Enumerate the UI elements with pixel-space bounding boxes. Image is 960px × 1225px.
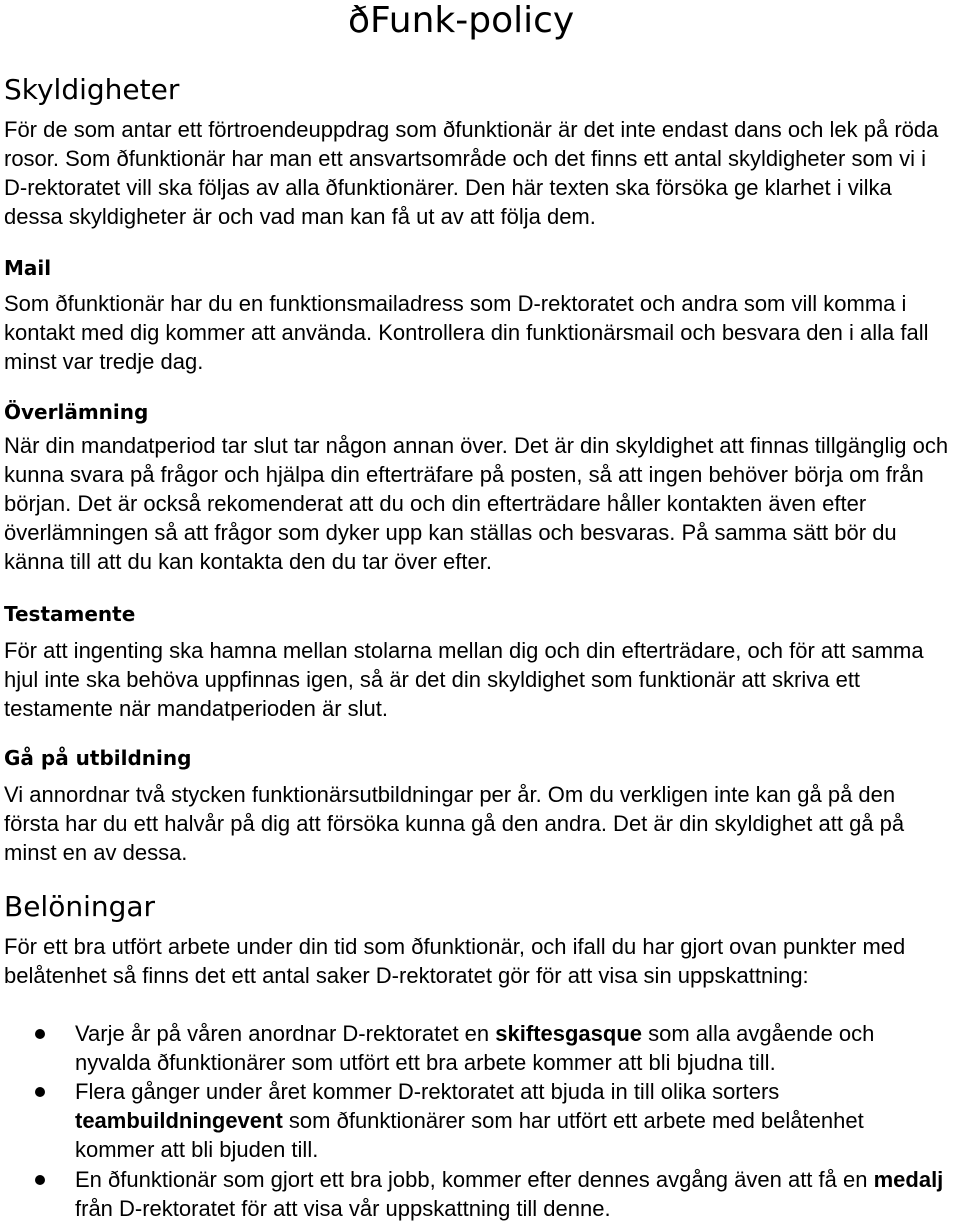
list-item-text: som alla avgående och [648,1021,875,1046]
paragraph-line: belåtenhet så finns det ett antal saker D-rektoratet gör för att visa sin uppskattning: [4,963,809,988]
list-item-line [75,1165,943,1194]
paragraph [4,289,929,376]
section-heading: Skyldigheter [4,73,180,106]
list-item-text: Flera gånger under året kommer D-rektoratet att bjuda in till olika sorters [75,1079,780,1104]
list-item-line [75,1135,943,1164]
paragraph-line: kontakt med dig kommer att använda. Kontrollera din funktionärsmail och besvara den i alla fall [4,320,929,345]
paragraph-line: När din mandatperiod tar slut tar någon annan över. Det är din skyldighet att finnas tillgänglig och [4,433,949,458]
section-heading: Belöningar [4,890,156,923]
list-item-emphasis: skiftesgasque [495,1021,643,1046]
document-title: ðFunk-policy [348,0,575,41]
paragraph-line: D-rektoratet vill ska följas av alla ðfunktionärer. Den här texten ska försöka ge klarhet i vilka [4,175,892,200]
list-item [0,1019,943,1077]
subsection-heading: Gå på utbildning [4,746,192,770]
paragraph [4,932,905,990]
list-item-emphasis: teambuildningevent [75,1108,283,1133]
list-item-line [75,1106,943,1135]
list-item-text: kommer att bli bjuden till. [75,1137,319,1162]
bullet-icon [35,1175,45,1185]
bullet-icon [35,1087,45,1097]
paragraph-line: hjul inte ska behöva uppfinnas igen, så är det din skyldighet som funktionär att skriva ett [4,667,861,692]
paragraph-line: minst en av dessa. [4,840,188,865]
list-item-line [75,1048,943,1077]
list-item-line [75,1194,943,1223]
subsection-heading: Testamente [4,602,136,626]
list-item-text: som ðfunktionärer som har utfört ett arbete med belåtenhet [288,1108,864,1133]
subsection-heading: Mail [4,256,52,280]
paragraph-line: överlämningen så att frågor som dyker upp kan ställas och besvaras. På samma sätt bör du [4,520,897,545]
list-item-text: En ðfunktionär som gjort ett bra jobb, kommer efter dennes avgång även att få en [75,1167,868,1192]
list-item-emphasis: medalj [873,1167,944,1192]
reward-list [0,1019,943,1223]
list-item-line [75,1077,943,1106]
paragraph [4,636,924,723]
list-item [0,1077,943,1164]
paragraph-line: minst var tredje dag. [4,349,204,374]
paragraph-line: början. Det är också rekomenderat att du och din efterträdare håller kontakten även efter [4,491,867,516]
paragraph [4,115,938,231]
paragraph-line: Som ðfunktionär har du en funktionsmailadress som D-rektoratet och andra som vill komma i [4,291,907,316]
bullet-icon [35,1029,45,1039]
paragraph-line: känna till att du kan kontakta den du tar över efter. [4,549,492,574]
paragraph [4,431,948,576]
paragraph [4,780,904,867]
paragraph-line: kunna svara på frågor och hjälpa din efterträfare på posten, så att ingen behöver börja om från [4,462,924,487]
paragraph-line: dessa skyldigheter är och vad man kan få ut av att följa dem. [4,204,596,229]
paragraph-line: testamente när mandatperioden är slut. [4,696,389,721]
subsection-heading: Överlämning [4,400,149,424]
list-item-text: nyvalda ðfunktionärer som utfört ett bra arbete kommer att bli bjudna till. [75,1050,776,1075]
paragraph-line: Vi annordnar två stycken funktionärsutbildningar per år. Om du verkligen inte kan gå på den [4,782,896,807]
paragraph-line: rosor. Som ðfunktionär har man ett ansvartsområde och det finns ett antal skyldigheter som vi i [4,146,927,171]
paragraph-line: första har du ett halvår på dig att försöka kunna gå den andra. Det är din skyldighet att gå på [4,811,905,836]
list-item-text: Varje år på våren anordnar D-rektoratet en [75,1021,490,1046]
paragraph-line: För att ingenting ska hamna mellan stolarna mellan dig och din efterträdare, och för att samma [4,638,924,663]
paragraph-line: För ett bra utfört arbete under din tid som ðfunktionär, och ifall du har gjort ovan punkter med [4,934,906,959]
list-item-line [75,1019,943,1048]
list-item-text: från D-rektoratet för att visa vår uppskattning till denne. [75,1196,611,1221]
list-item [0,1165,943,1223]
paragraph-line: För de som antar ett förtroendeuppdrag som ðfunktionär är det inte endast dans och lek på röda [4,117,939,142]
